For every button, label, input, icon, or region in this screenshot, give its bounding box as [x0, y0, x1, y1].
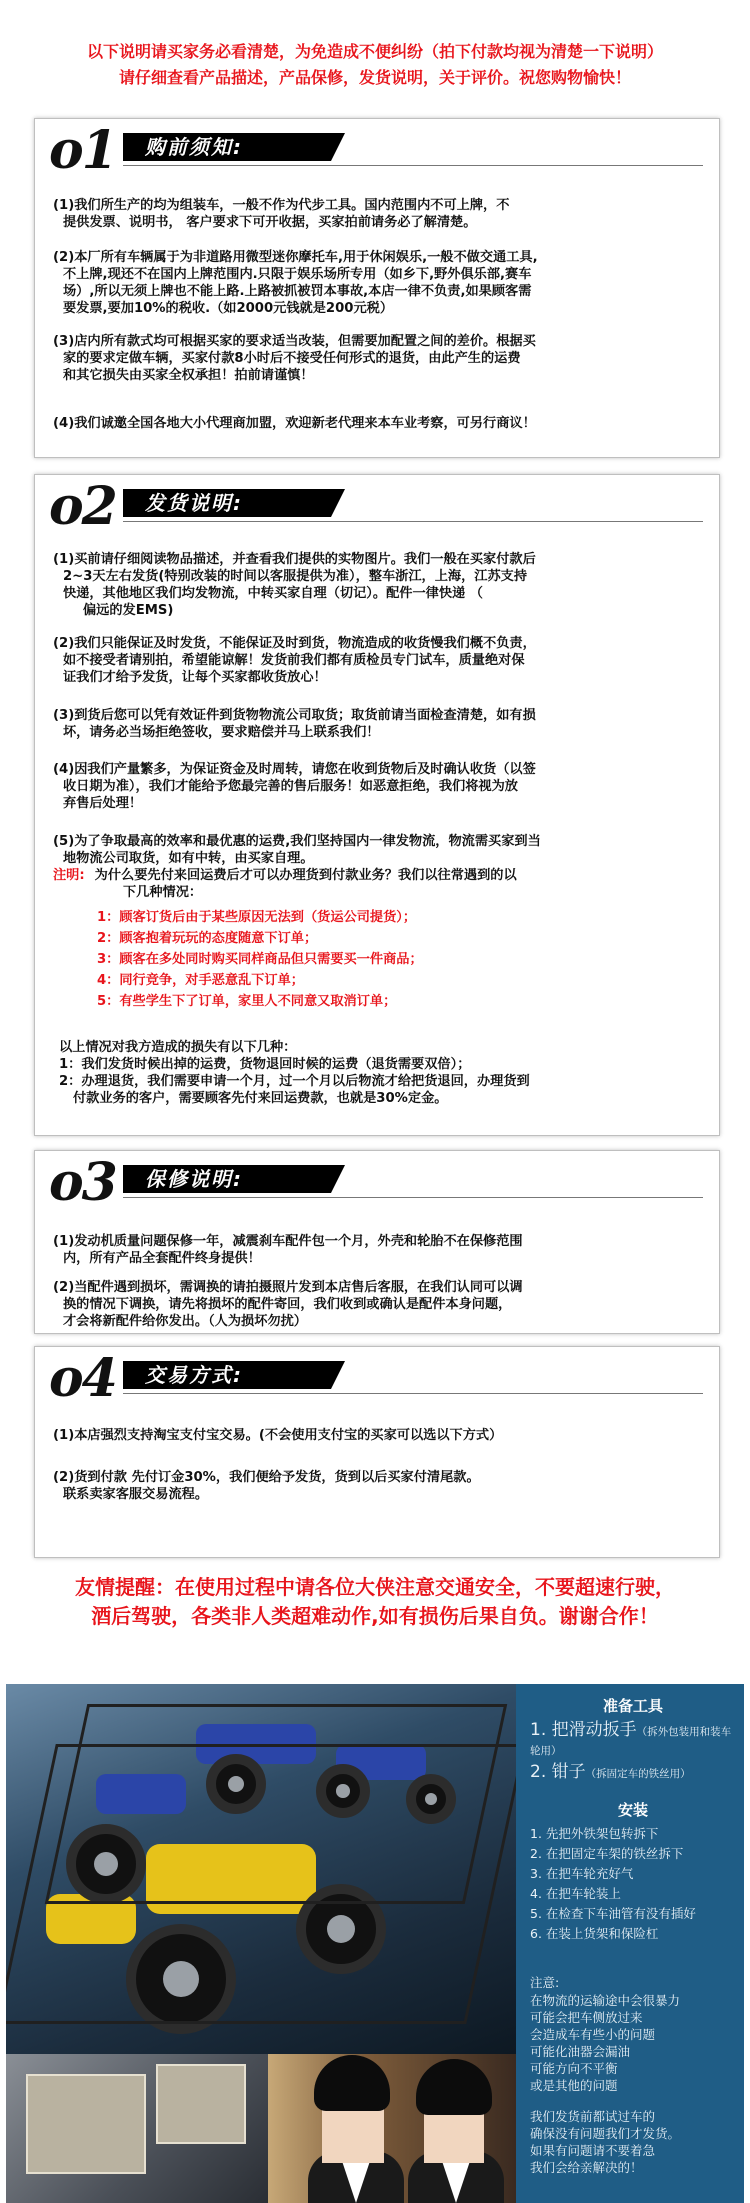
section-payment: [34, 1346, 720, 1558]
list-item: 1：我们发货时候出掉的运费，货物退回时候的运费（退货需要双倍）；: [59, 1057, 471, 1072]
section-shipping-notes: [34, 474, 720, 1136]
tool-item: 2. 钳子（拆固定车的铁丝用）: [530, 1762, 691, 1782]
safety-reminder-line1: 友情提醒：在使用过程中请各位大侠注意交通安全，不要超速行驶，: [75, 1575, 675, 1599]
paragraph: (5)为了争取最高的效率和最优惠的运费,我们坚持国内一律发物流，物流需买家到当 地物流公司取货，如有中转，由买家自理。: [53, 834, 541, 866]
divider: [123, 1197, 703, 1198]
list-item: 付款业务的客户，需要顾客先付来回运费款，也就是30%定金。: [73, 1091, 448, 1106]
paragraph: (1)本店强烈支持淘宝支付宝交易。(不会使用支付宝的买家可以选以下方式）: [53, 1428, 503, 1443]
paragraph: (2)本厂所有车辆属于为非道路用微型迷你摩托车,用于休闲娱乐,一般不做交通工具, 不上牌,现还不在国内上牌范围内.只限于娱乐场所专用（如乡下,野外俱乐部,赛车 场）,所以无须上牌也不能上路.上路被抓被罚本事故,本店一律不负责,如果顾客需 要发票,要加10%的税收.（如2000元钱就是200元税）: [53, 250, 538, 316]
divider: [123, 165, 703, 166]
paragraph: (2)当配件遇到损坏，需调换的请拍摄照片发到本店售后客服，在我们认同可以调 换的情况下调换，请先将损坏的配件寄回，我们收到或确认是配件本身问题， 才会将新配件给你发出。（人为损坏勿扰）: [53, 1280, 523, 1329]
section-number: o1: [49, 120, 116, 181]
paragraph: (4)我们诚邀全国各地大小代理商加盟，欢迎新老代理来本车业考察，可另行商议！: [53, 416, 536, 431]
list-item: 5：有些学生下了订单，家里人不同意又取消订单；: [97, 994, 397, 1009]
notice-header-line2: 请仔细查看产品描述，产品保修，发货说明，关于评价。祝您购物愉快！: [118, 68, 631, 87]
paragraph: (4)因我们产量繁多，为保证资金及时周转，请您在收到货物后及时确认收货（以签 收日期为准），我们才能给予您最完善的售后服务！如恶意拒绝，我们将视为放 弃售后处理！: [53, 762, 536, 811]
closing-note: 我们发货前都试过车的 确保没有问题我们才发货。 如果有问题请不要着急 我们会给亲解决的！: [530, 2109, 681, 2175]
note-label: 注明:: [53, 868, 85, 883]
paragraph: (2)我们只能保证及时发货，不能保证及时到货，物流造成的收货慢我们概不负责， 如不接受者请别拍，希望能谅解！发货前我们都有质检员专门试车，质量绝对保 证我们才给予发货，让每个买家都收货放心！: [53, 636, 536, 685]
section-title: 交易方式:: [123, 1361, 331, 1389]
install-steps: [530, 1824, 736, 1944]
paragraph: (1)发动机质量问题保修一年，减震刹车配件包一个月，外壳和轮胎不在保修范围 内，所有产品全套配件终身提供！: [53, 1234, 523, 1266]
list-item: 4：同行竞争，对手恶意乱下订单；: [97, 973, 304, 988]
product-photo-banner: [6, 1684, 744, 2203]
note: 注明: 为什么要先付来回运费后才可以办理货到付款业务？我们以往常遇到的以 下几种情况：: [53, 868, 517, 900]
list-item: 2. 在把固定车架的铁丝拆下: [530, 1846, 684, 1861]
paragraph: (1)我们所生产的均为组装车，一般不作为代步工具。国内范围内不可上牌，不 提供发票、说明书， 客户要求下可开收据，买家拍前请务必了解清楚。: [53, 198, 510, 230]
section-purchase-notes: [34, 118, 720, 458]
safety-reminder-line2: 酒后驾驶，各类非人类超难动作,如有损伤后果自负。谢谢合作！: [91, 1604, 659, 1628]
section-title: 保修说明:: [123, 1165, 331, 1193]
tools-heading: 准备工具: [602, 1697, 663, 1715]
loss-list: 以上情况对我方造成的损失有以下几种： 1：我们发货时候出掉的运费，货物退回时候的运费（退货需要双倍）； 2：办理退货，我们需要申请一个月，过一个月以后物流才给把货退回，办理货到 付款业务的客户，需要顾客先付来回运费款，也就是30%定金。: [59, 1039, 709, 1107]
list-item: 2：办理退货，我们需要申请一个月，过一个月以后物流才给把货退回，办理货到: [59, 1074, 530, 1089]
notice-heading: 注意:: [530, 1975, 560, 1990]
notice-header-line1: 以下说明请买家务必看清楚，为免造成不便纠纷（拍下付款均视为清楚一下说明）: [86, 42, 663, 61]
list-item: 3：顾客在多处同时购买同样商品但只需要买一件商品；: [97, 952, 423, 967]
packed-atv-photo: [6, 2054, 268, 2203]
list-item: 2：顾客抱着玩玩的态度随意下订单；: [97, 931, 318, 946]
section-title: 购前须知:: [123, 133, 331, 161]
section-number: o4: [49, 1348, 116, 1409]
list-item: 4. 在把车轮装上: [530, 1886, 621, 1901]
section-number: o2: [49, 476, 116, 537]
list-item: 1. 先把外铁架包转拆下: [530, 1826, 659, 1841]
divider: [123, 521, 703, 522]
list-item: 5. 在检查下车油管有没有插好: [530, 1906, 696, 1921]
notice-list: 在物流的运输途中会很暴力 可能会把车侧放过来 会造成车有些小的问题 可能化油器会漏油 可能方向不平衡 或是其他的问题: [530, 1993, 681, 2093]
divider: [123, 1393, 703, 1394]
section-number: o3: [49, 1152, 116, 1213]
assembly-instructions-panel: [516, 1684, 744, 2203]
atv-warehouse-photo: [6, 1684, 516, 2054]
list-item: 3. 在把车轮充好气: [530, 1866, 634, 1881]
list-item: 1：顾客订货后由于某些原因无法到（货运公司提货）；: [97, 910, 417, 925]
reason-list: [97, 907, 697, 1012]
section-warranty: [34, 1150, 720, 1334]
customer-service-photo: [268, 2054, 516, 2203]
list-item: 6. 在装上货架和保险杠: [530, 1926, 659, 1941]
tool-item: 1. 把滑动扳手（拆外包装用和装车轮用）: [530, 1720, 732, 1757]
paragraph: (3)到货后您可以凭有效证件到货物物流公司取货；取货前请当面检查清楚，如有损 坏，请务必当场拒绝签收，要求赔偿并马上联系我们！: [53, 708, 536, 740]
install-heading: 安装: [617, 1801, 648, 1819]
paragraph: (2)货到付款 先付订金30%，我们便给予发货，货到以后买家付清尾款。 联系卖家客服交易流程。: [53, 1470, 480, 1502]
paragraph: (3)店内所有款式均可根据买家的要求适当改装，但需要加配置之间的差价。根据买 家的要求定做车辆，买家付款8小时后不接受任何形式的退货，由此产生的运费 和其它损失由买家全权承担！拍前请谨慎！: [53, 334, 536, 383]
paragraph: (1)买前请仔细阅读物品描述，并查看我们提供的实物图片。我们一般在买家付款后 2~3天左右发货(特别改装的时间以客服提供为准），整车浙江，上海，江苏支持 快递，其他地区我们均发物流，中转买家自理（切记）。配件一律快递 （ 偏远的发EMS): [53, 552, 536, 618]
section-title: 发货说明:: [123, 489, 331, 517]
